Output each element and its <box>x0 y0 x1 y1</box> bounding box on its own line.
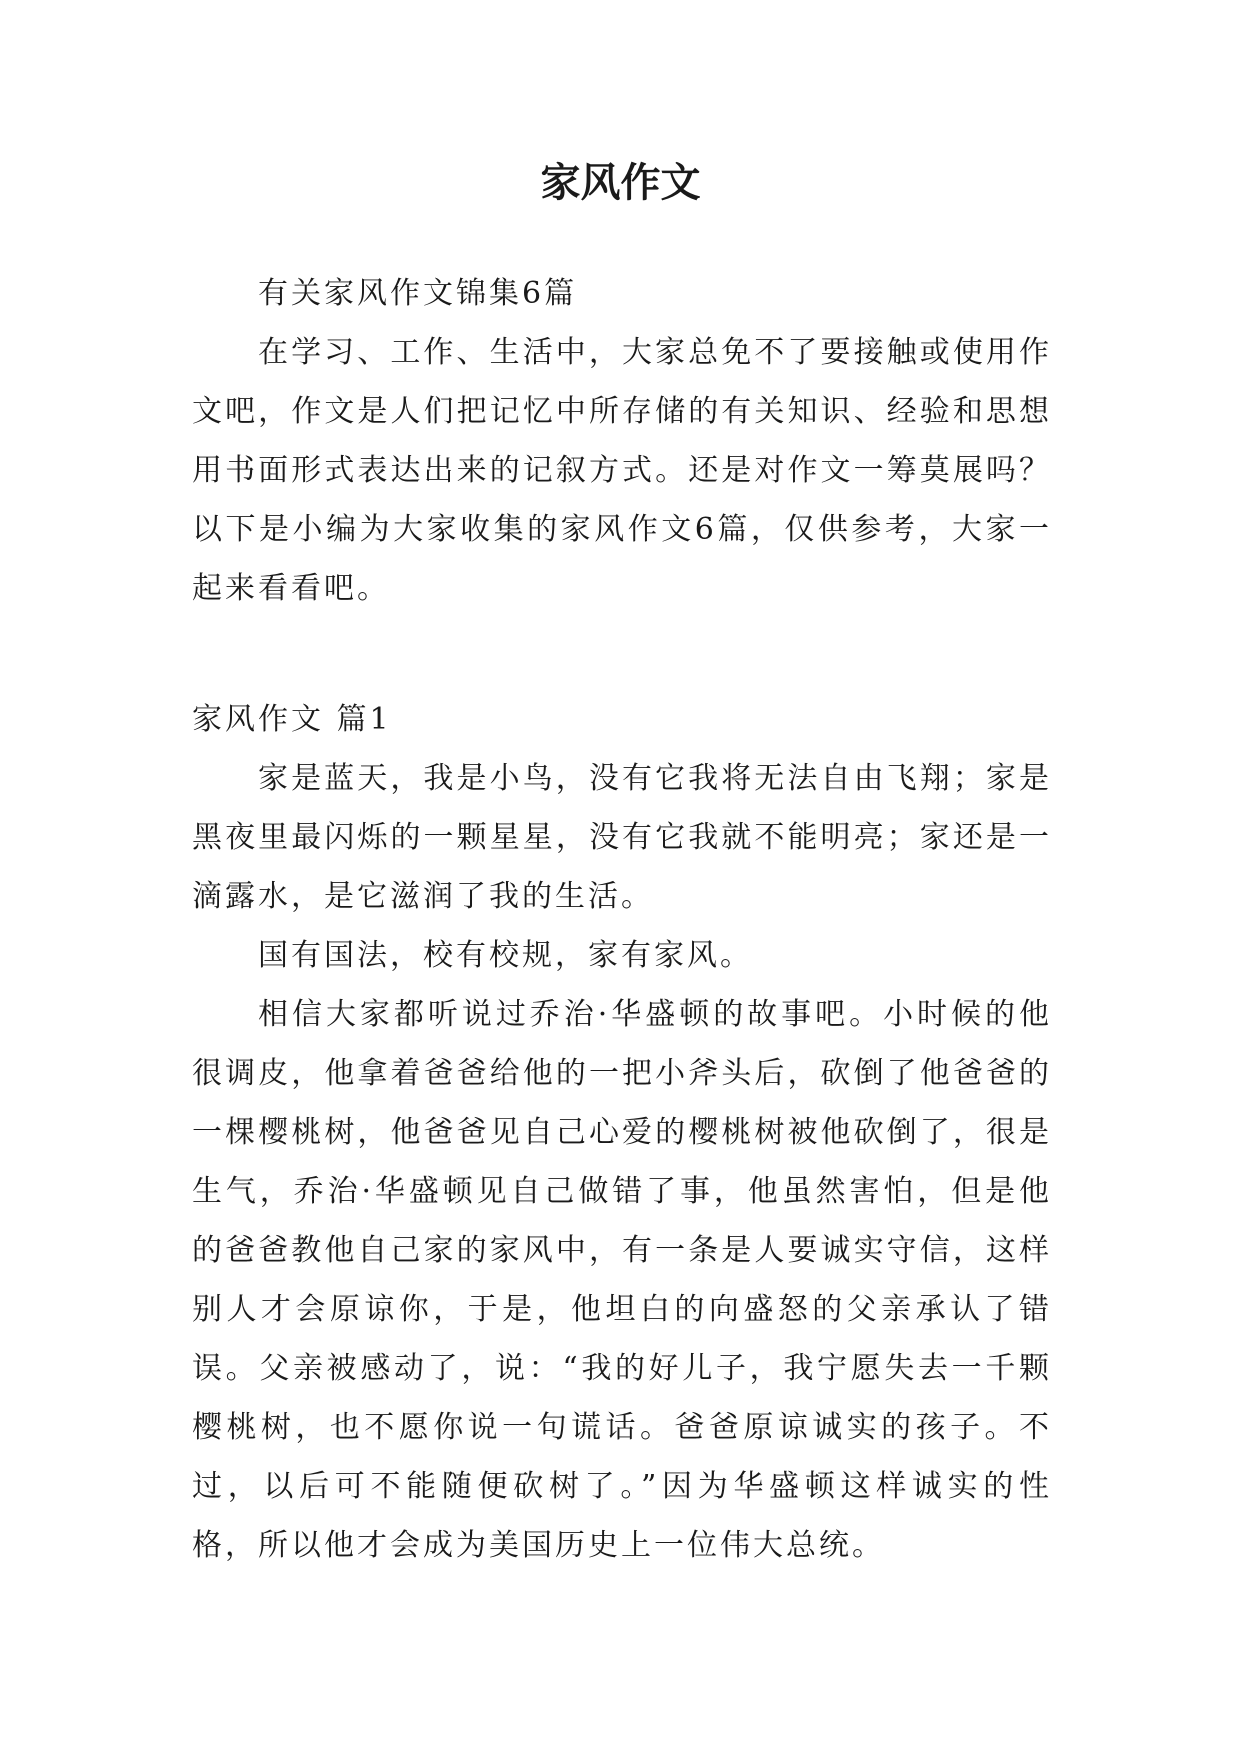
section-1-paragraph: 国有国法，校有校规，家有家风。 <box>258 938 753 973</box>
intro-subtitle: 有关家风作文锦集6篇 <box>258 276 578 311</box>
section-1-heading: 家风作文 篇1 <box>192 702 392 737</box>
page-title: 家风作文 <box>540 160 701 206</box>
section-1-paragraph: 家是蓝天，我是小鸟，没有它我将无法自由飞翔；家是黑夜里最闪烁的一颗星星，没有它我就不能明亮；家还是一滴露水，是它滋润了我的生活。 <box>192 761 1052 914</box>
intro-paragraph: 在学习、工作、生活中，大家总免不了要接触或使用作文吧，作文是人们把记忆中所存储的有关知识、经验和思想用书面形式表达出来的记叙方式。还是对作文一筹莫展吗？以下是小编为大家收集的家风作文6篇，仅供参考，大家一起来看看吧。 <box>192 335 1052 606</box>
section-1 <box>192 690 1052 1575</box>
intro-block <box>192 264 1052 618</box>
section-1-paragraph: 相信大家都听说过乔治·华盛顿的故事吧。小时候的他很调皮，他拿着爸爸给他的一把小斧头后，砍倒了他爸爸的一棵樱桃树，他爸爸见自己心爱的樱桃树被他砍倒了，很是生气，乔治·华盛顿见自己做错了事，他虽然害怕，但是他的爸爸教他自己家的家风中，有一条是人要诚实守信，这样别人才会原谅你，于是，他坦白的向盛怒的父亲承认了错误。父亲被感动了，说：“我的好儿子，我宁愿失去一千颗樱桃树，也不愿你说一句谎话。爸爸原谅诚实的孩子。不过，以后可不能随便砍树了。”因为华盛顿这样诚实的性格，所以他才会成为美国历史上一位伟大总统。 <box>192 997 1052 1563</box>
